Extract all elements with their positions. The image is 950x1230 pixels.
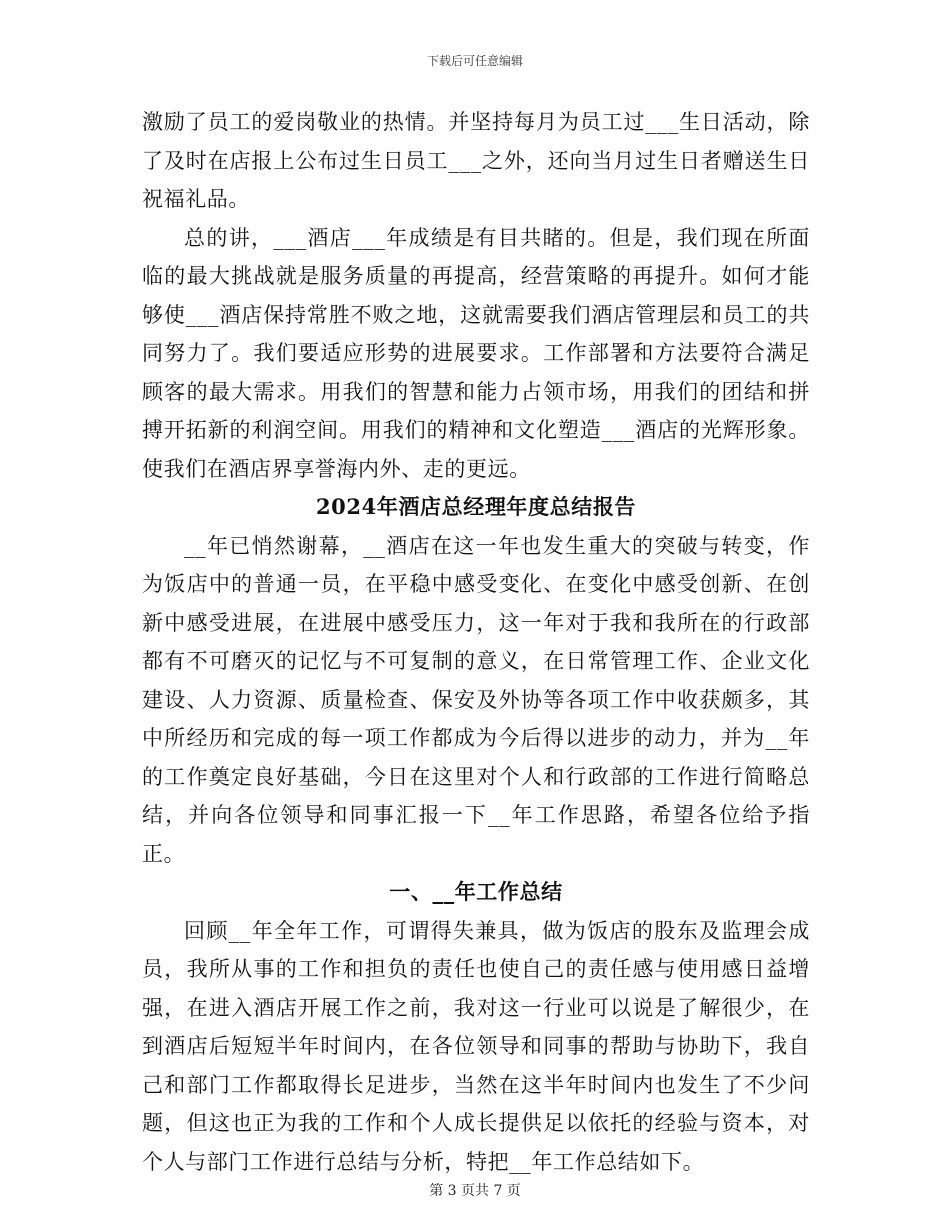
paragraph-continuation: 激励了员工的爱岗敬业的热情。并坚持每月为员工过___生日活动，除了及时在店报上公布过生日员工___之外，还向当月过生日者赠送生日祝福礼品。 (142, 110, 810, 211)
section-heading: 一、__年工作总结 (389, 879, 563, 904)
document-body (142, 103, 810, 1181)
paragraph-summary: 总的讲，___酒店___年成绩是有目共睹的。但是，我们现在所面临的最大挑战就是服务质量的再提高，经营策略的再提升。如何才能够使___酒店保持常胜不败之地，这就需要我们酒店管理层和员工的共同努力了。我们要适应形势的进展要求。工作部署和方法要符合满足顾客的最大需求。用我们的智慧和能力占领市场，用我们的团结和拼搏开拓新的利润空间。用我们的精神和文化塑造___酒店的光辉形象。使我们在酒店界享誉海内外、走的更远。 (142, 225, 810, 481)
paragraph-review: 回顾__年全年工作，可谓得失兼具，做为饭店的股东及监理会成员，我所从事的工作和担负的责任也使自己的责任感与使用感日益增强，在进入酒店开展工作之前，我对这一行业可以说是了解很少，在到酒店后短短半年时间内，在各位领导和同事的帮助与协助下，我自己和部门工作都取得长足进步，当然在这半年时间内也发生了不少问题，但这也正为我的工作和个人成长提供足以依托的经验与资本，对个人与部门工作进行总结与分析，特把__年工作总结如下。 (142, 918, 810, 1174)
paragraph-intro: __年已悄然谢幕，__酒店在这一年也发生重大的突破与转变，作为饭店中的普通一员，在平稳中感受变化、在变化中感受创新、在创新中感受进展，在进展中感受压力，这一年对于我和我所在的行政部都有不可磨灭的记忆与不可复制的意义，在日常管理工作、企业文化建设、人力资源、质量检查、保安及外协等各项工作中收获颇多，其中所经历和完成的每一项工作都成为今后得以进步的动力，并为__年的工作奠定良好基础，今日在这里对个人和行政部的工作进行简略总结，并向各位领导和同事汇报一下__年工作思路，希望各位给予指正。 (142, 533, 810, 866)
page-header: 下载后可任意编辑 (426, 54, 523, 68)
page-footer: 第 3 页共 7 页 (429, 1183, 521, 1199)
report-title: 2024年酒店总经理年度总结报告 (315, 494, 637, 519)
